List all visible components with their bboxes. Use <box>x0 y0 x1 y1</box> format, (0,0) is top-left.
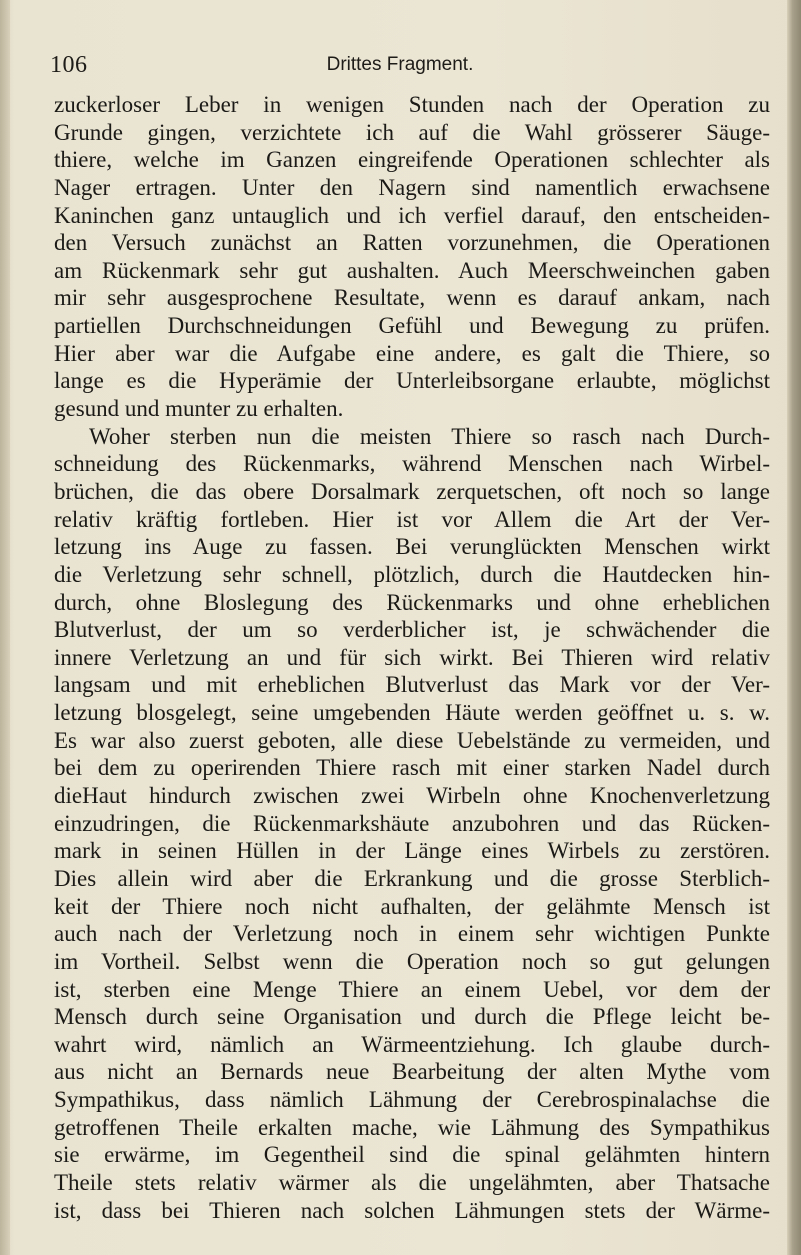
text-line: lange es die Hyperämie der Unterleibsorgane erlaubte, möglichst <box>54 368 770 394</box>
text-line: am Rückenmark sehr gut aushalten. Auch Meerschweinchen gaben <box>54 257 770 283</box>
text-line: letzung blosgelegt, seine umgebenden Häute werden geöffnet u. s. w. <box>54 700 770 726</box>
text-line: wahrt wird, nämlich an Wärmeentziehung. Ich glaube durch- <box>54 1031 770 1057</box>
text-line: Es war also zuerst geboten, alle diese Uebelstände zu vermeiden, und <box>54 727 770 753</box>
text-line: die Verletzung sehr schnell, plötzlich, durch die Hautdecken hin- <box>54 561 770 587</box>
text-line: zuckerloser Leber in wenigen Stunden nach der Operation zu <box>54 92 770 117</box>
text-line: den Versuch zunächst an Ratten vorzunehmen, die Operationen <box>54 230 770 256</box>
text-line: auch nach der Verletzung noch in einem sehr wichtigen Punkte <box>54 921 770 947</box>
text-line: mir sehr ausgesprochene Resultate, wenn es darauf ankam, nach <box>54 285 770 311</box>
text-line: thiere, welche im Ganzen eingreifende Operationen schlechter als <box>54 147 770 173</box>
text-line: getroffenen Theile erkalten mache, wie Lähmung des Sympathikus <box>54 1114 770 1140</box>
text-line: Sympathikus, dass nämlich Lähmung der Cerebrospinalachse die <box>54 1087 770 1113</box>
text-line: ist, dass bei Thieren nach solchen Lähmungen stets der Wärme- <box>54 1197 770 1223</box>
text-line: aus nicht an Bernards neue Bearbeitung der alten Mythe vom <box>54 1059 770 1085</box>
text-line: bei dem zu operirenden Thiere rasch mit einer starken Nadel durch <box>54 755 770 781</box>
page-edge-shadow <box>787 0 801 1255</box>
text-line: sie erwärme, im Gegentheil sind die spinal gelähmten hintern <box>54 1142 770 1168</box>
text-line: partiellen Durchschneidungen Gefühl und Bewegung zu prüfen. <box>54 313 770 339</box>
text-line: Mensch durch seine Organisation und durch die Pflege leicht be- <box>54 1004 770 1030</box>
text-line: gesund und munter zu erhalten. <box>54 396 344 422</box>
text-line: ist, sterben eine Menge Thiere an einem Uebel, vor dem der <box>54 976 770 1002</box>
text-line: relativ kräftig fortleben. Hier ist vor Allem die Art der Ver- <box>54 506 770 532</box>
text-line: brüchen, die das obere Dorsalmark zerquetschen, oft noch so lange <box>54 478 770 504</box>
text-line: durch, ohne Bloslegung des Rückenmarks und ohne erheblichen <box>54 589 770 615</box>
text-line: langsam und mit erheblichen Blutverlust das Mark vor der Ver- <box>54 672 770 698</box>
text-line: Dies allein wird aber die Erkrankung und die grosse Sterblich- <box>54 865 770 891</box>
text-line: im Vortheil. Selbst wenn die Operation noch so gut gelungen <box>54 948 770 974</box>
text-line: keit der Thiere noch nicht aufhalten, der gelähmte Mensch ist <box>54 893 770 919</box>
page-number: 106 <box>50 52 88 78</box>
text-line: innere Verletzung an und für sich wirkt. Bei Thieren wird relativ <box>54 644 770 670</box>
text-line: dieHaut hindurch zwischen zwei Wirbeln ohne Knochenverletzung <box>54 783 770 809</box>
text-line: Kaninchen ganz untauglich und ich verfiel darauf, den entscheiden- <box>54 202 770 228</box>
text-line: Woher sterben nun die meisten Thiere so rasch nach Durch- <box>89 423 770 449</box>
text-line: letzung ins Auge zu fassen. Bei verunglückten Menschen wirkt <box>54 534 770 560</box>
page-gutter-shadow <box>0 0 10 1255</box>
text-line: Grunde gingen, verzichtete ich auf die Wahl grösserer Säuge- <box>54 119 770 145</box>
running-head: Drittes Fragment. <box>326 54 474 75</box>
text-line: Nager ertragen. Unter den Nagern sind namentlich erwachsene <box>54 174 770 200</box>
page-header <box>50 52 750 84</box>
text-line: mark in seinen Hüllen in der Länge eines Wirbels zu zerstören. <box>54 838 770 864</box>
text-line: schneidung des Rückenmarks, während Menschen nach Wirbel- <box>54 451 770 477</box>
text-line: Hier aber war die Aufgabe eine andere, es galt die Thiere, so <box>54 340 770 366</box>
text-line: einzudringen, die Rückenmarkshäute anzubohren und das Rücken- <box>54 810 770 836</box>
text-line: Blutverlust, der um so verderblicher ist, je schwächender die <box>54 617 770 643</box>
body-text <box>54 91 770 1224</box>
text-line: Theile stets relativ wärmer als die ungelähmten, aber Thatsache <box>54 1169 770 1195</box>
